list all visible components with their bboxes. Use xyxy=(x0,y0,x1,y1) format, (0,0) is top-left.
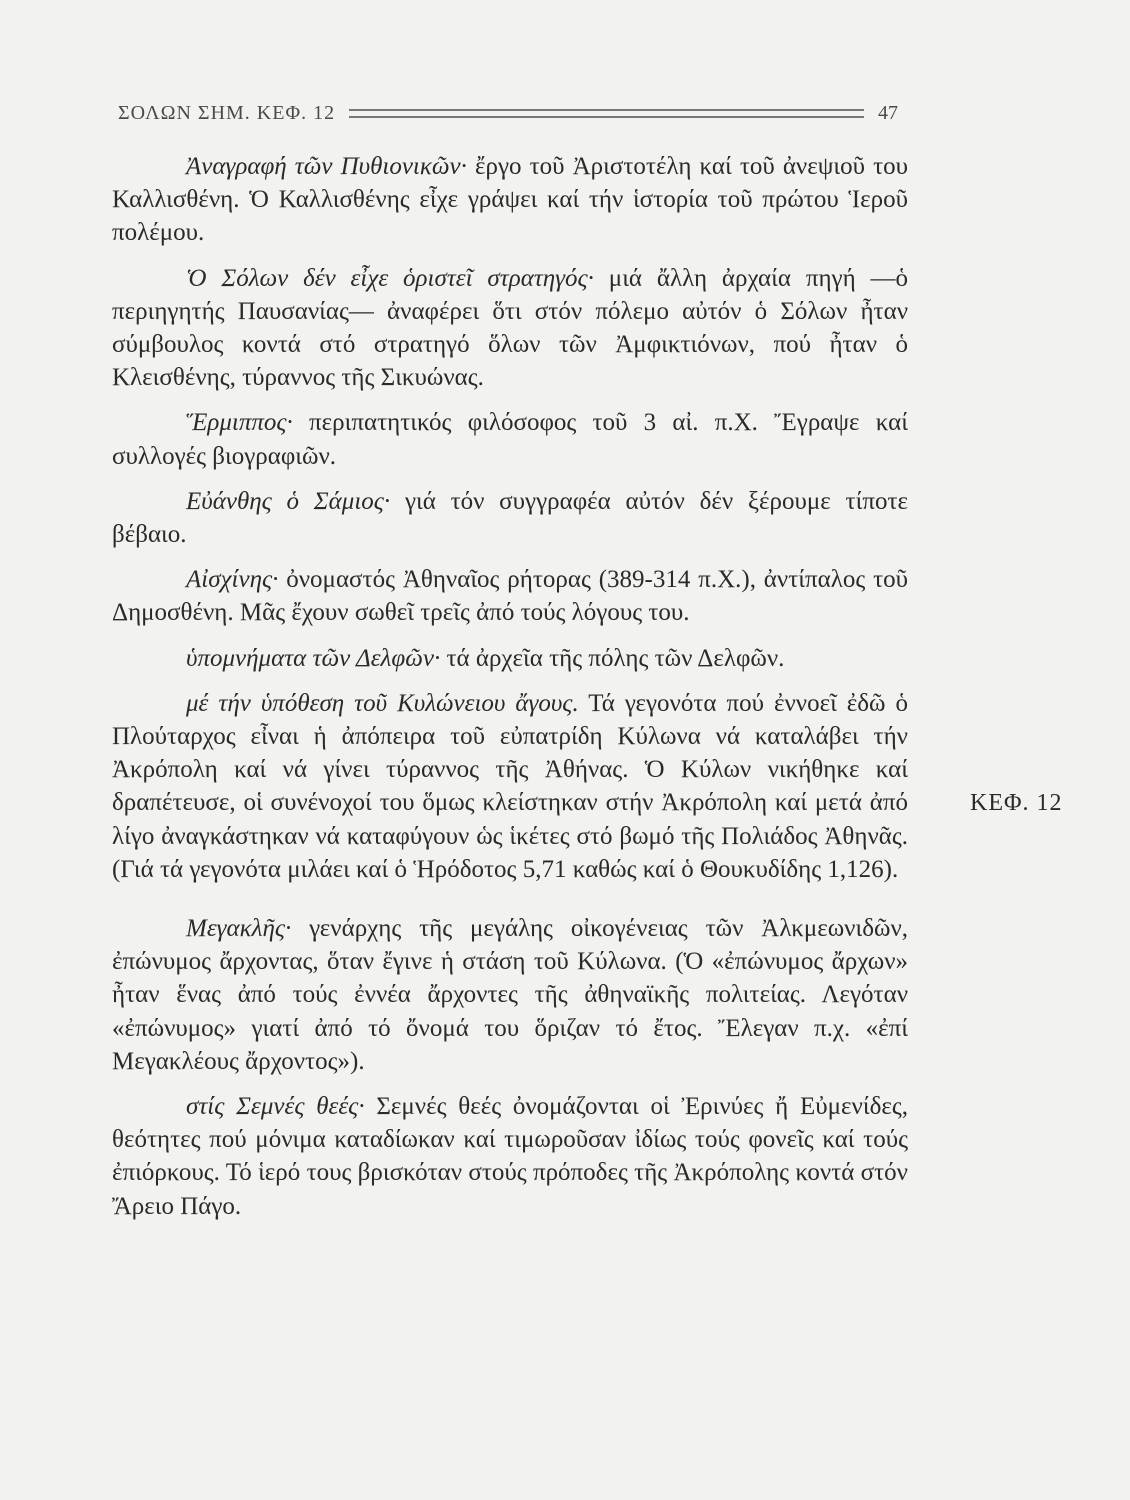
running-title: ΣΟΛΩΝ ΣΗΜ. ΚΕΦ. 12 xyxy=(118,101,336,124)
note-paragraph xyxy=(112,687,908,886)
note-body: Τά γεγονότα πού ἐννοεῖ ἐδῶ ὁ Πλούταρχος εἶναι ἡ ἀπόπειρα τοῦ εὐπατρίδη Κύλωνα νά καταλάβει τήν Ἀκρόπολη καί νά γίνει τύραννος τῆς Ἀθήνας. Ὁ Κύλων νικήθηκε καί δραπέτευσε, οἱ συνένοχοί του ὅμως κλείστηκαν στήν Ἀκρόπολη καί μετά ἀπό λίγο ἀναγκάστηκαν νά καταφύγουν ὡς ἱκέτες στό βωμό τῆς Πολιάδος Ἀθηνᾶς. (Γιά τά γεγονότα μιλάει καί ὁ Ἡρόδοτος 5,71 καθώς καί ὁ Θουκυδίδης 1,126). xyxy=(112,689,908,883)
note-paragraph xyxy=(112,912,908,1078)
note-paragraph xyxy=(112,485,908,551)
note-body: τά ἀρχεῖα τῆς πόλης τῶν Δελφῶν. xyxy=(440,644,785,672)
header-double-rule xyxy=(349,109,864,118)
note-body: Σεμνές θεές ὀνομάζονται οἱ Ἐρινύες ἤ Εὐμενίδες, θεότητες πού μόνιμα καταδίωκαν καί τιμωροῦσαν ἰδίως τούς φονεῖς καί τούς ἐπιόρκους. Τό ἱερό τους βρισκόταν στούς πρόποδες τῆς Ἀκρόπολης κοντά στόν Ἄρειο Πάγο. xyxy=(112,1093,908,1220)
note-lemma: Αἰσχίνης· xyxy=(186,566,279,594)
note-lemma: Ἀναγραφή τῶν Πυθιονικῶν· xyxy=(186,153,467,180)
note-lemma: στίς Σεμνές θεές· xyxy=(186,1093,365,1121)
note-body: μιά ἄλλη ἀρχαία πηγή —ὁ περιηγητής Παυσανίας— ἀναφέρει ὅτι στόν πόλεμο αὐτόν ὁ Σόλων ἦταν σύμβουλος κοντά στό στρατηγό ὅλων τῶν Ἀμφικτιόνων, πού ἦταν ὁ Κλεισθένης, τύραννος τῆς Σικυώνας. xyxy=(112,264,908,392)
note-lemma: ὑπομνήματα τῶν Δελφῶν· xyxy=(186,644,441,672)
note-lemma: Ὁ Σόλων δέν εἶχε ὁριστεῖ στρατηγός· xyxy=(186,264,594,292)
note-body: περιπατητικός φιλόσοφος τοῦ 3 αἰ. π.Χ. Ἔγραψε καί συλλογές βιογραφιῶν. xyxy=(112,409,908,470)
note-paragraph xyxy=(112,642,908,675)
note-body: ἔργο τοῦ Ἀριστοτέλη καί τοῦ ἀνεψιοῦ του Καλλισθένη. Ὁ Καλλισθένης εἶχε γράψει καί τήν ἱστορία τοῦ πρώτου Ἱεροῦ πολέμου. xyxy=(112,153,909,247)
note-lemma: Εὐάνθης ὁ Σάμιος· xyxy=(186,487,391,515)
page-number: 47 xyxy=(878,101,898,124)
note-paragraph xyxy=(112,1090,908,1223)
chapter-margin-note: ΚΕΦ. 12 xyxy=(970,790,1063,816)
running-header xyxy=(118,96,898,130)
note-paragraph xyxy=(112,563,908,629)
note-paragraph xyxy=(112,262,908,395)
note-lemma: μέ τήν ὑπόθεση τοῦ Κυλώνειου ἄγους. xyxy=(186,689,579,717)
note-body: ὀνομαστός Ἀθηναῖος ρήτορας (389-314 π.Χ.), ἀντίπαλος τοῦ Δημοσθένη. Μᾶς ἔχουν σωθεῖ τρεῖς ἀπό τούς λόγους του. xyxy=(112,566,908,627)
commentary-text xyxy=(112,150,908,1235)
note-lemma: Μεγακλῆς· xyxy=(186,915,292,943)
note-paragraph xyxy=(112,406,908,472)
note-body: γενάρχης τῆς μεγάλης οἰκογένειας τῶν Ἀλκμεωνιδῶν, ἐπώνυμος ἄρχοντας, ὅταν ἔγινε ἡ στάση τοῦ Κύλωνα. (Ὁ «ἐπώνυμος ἄρχων» ἦταν ἕνας ἀπό τούς ἐννέα ἄρχοντες τῆς ἀθηναϊκῆς πολιτείας. Λεγόταν «ἐπώνυμος» γιατί ἀπό τό ὄνομά του ὅριζαν τό ἔτος. Ἔλεγαν π.χ. «ἐπί Μεγακλέους ἄρχοντος»). xyxy=(112,915,908,1075)
note-paragraph xyxy=(112,150,908,250)
note-body: γιά τόν συγγραφέα αὐτόν δέν ξέρουμε τίποτε βέβαιο. xyxy=(112,487,909,549)
note-lemma: Ἕρμιππος· xyxy=(186,409,293,437)
